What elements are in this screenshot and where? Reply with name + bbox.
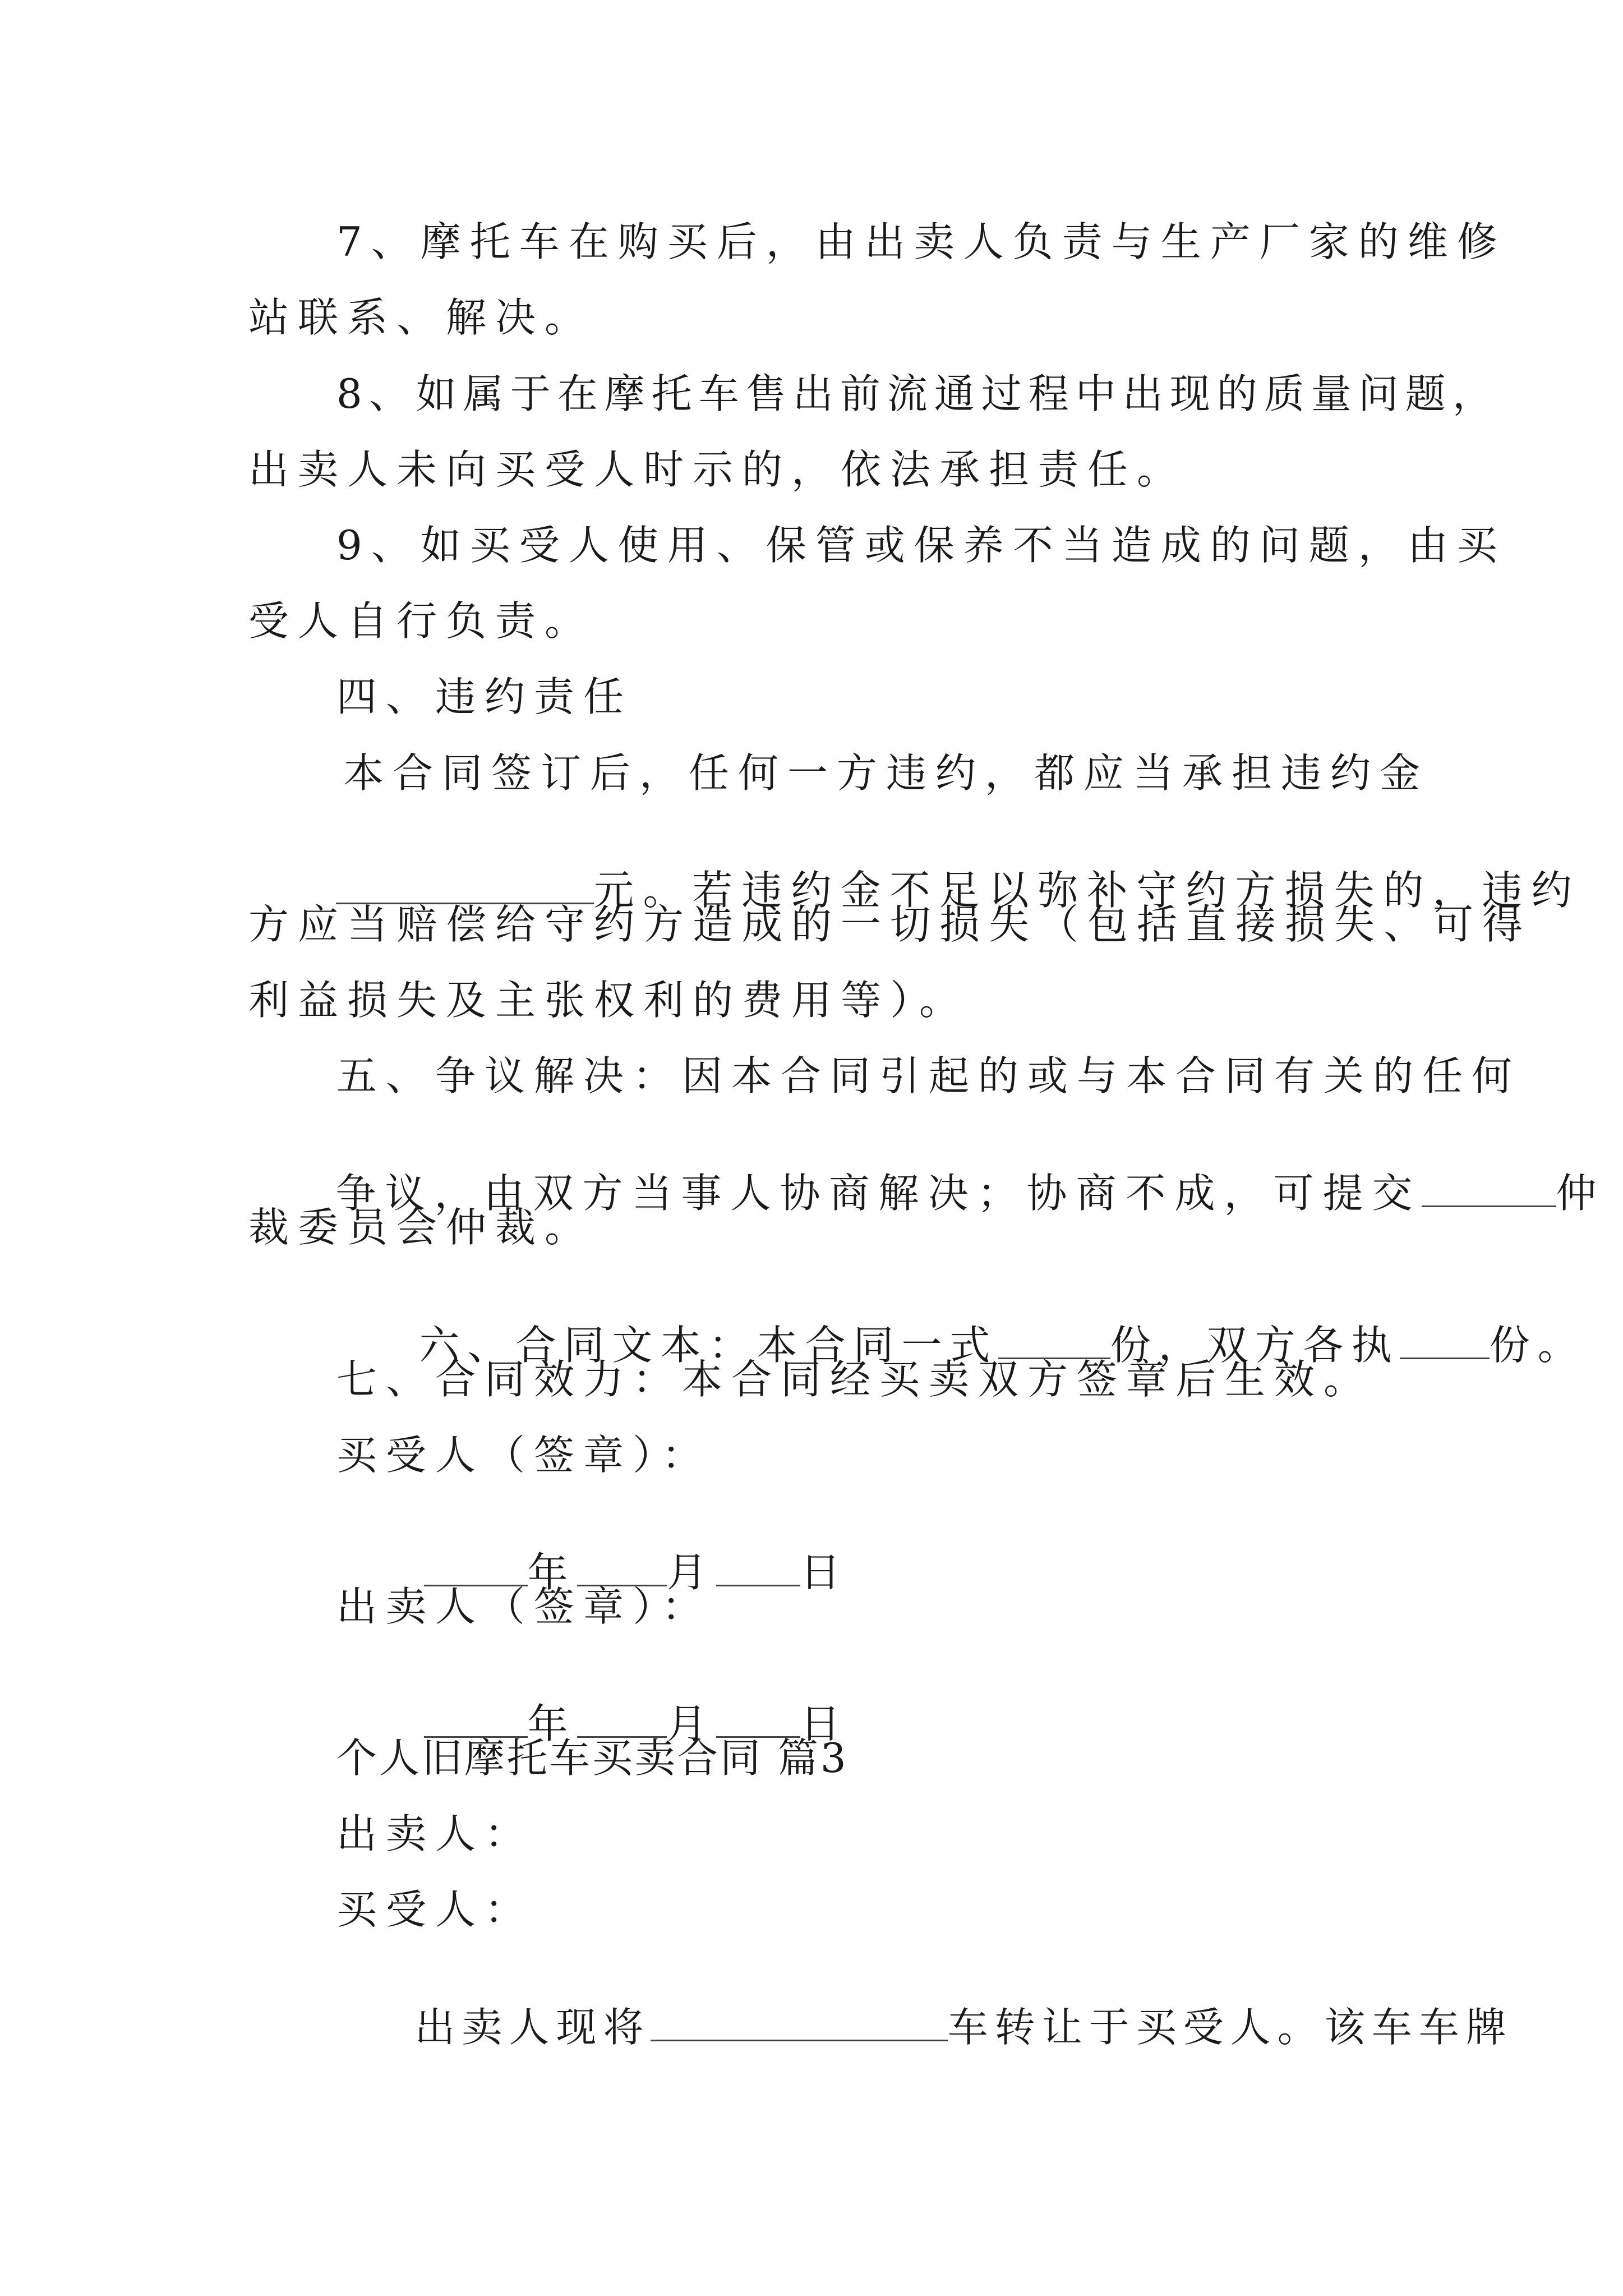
day-label: 日 xyxy=(800,1549,850,1596)
clause-7-line-2: 站联系、解决。 xyxy=(248,294,594,341)
year-blank xyxy=(424,1703,528,1738)
copies-text-2: 份，双方各执 xyxy=(1110,1322,1400,1369)
copies-each-blank xyxy=(1400,1324,1490,1359)
clause-9-line-1: 9、如买受人使用、保管或保养不当造成的问题，由买 xyxy=(336,522,1506,569)
day-blank xyxy=(716,1703,800,1738)
clause-8-line-1: 8、如属于在摩托车售出前流通过程中出现的质量问题， xyxy=(336,370,1500,417)
buyer-signature-label: 买受人（签章）： xyxy=(336,1432,712,1479)
year-label: 年 xyxy=(527,1549,577,1596)
breach-line-4: 利益损失及主张权利的费用等）。 xyxy=(248,977,969,1024)
breach-line-2-text: 元。若违约金不足以弥补守约方损失的，违约 xyxy=(593,867,1581,914)
vehicle-blank xyxy=(651,2006,948,2041)
breach-line-3: 方应当赔偿给守约方造成的一切损失（包括直接损失、可得 xyxy=(248,901,1532,948)
year-label: 年 xyxy=(527,1700,577,1747)
month-label: 月 xyxy=(666,1549,716,1596)
seller-signature-label: 出卖人（签章）： xyxy=(336,1583,712,1630)
month-blank xyxy=(577,1551,667,1586)
month-blank xyxy=(577,1703,667,1738)
dispute-line-1: 五、争议解决：因本合同引起的或与本合同有关的任何 xyxy=(336,1052,1521,1099)
copies-text-1: 六、合同文本：本合同一式 xyxy=(419,1322,998,1369)
contract-3-title: 个人旧摩托车买卖合同 篇3 xyxy=(336,1734,849,1782)
copies-text-3: 份。 xyxy=(1489,1322,1586,1369)
clause-7-line-1: 7、摩托车在购买后，由出卖人负责与生产厂家的维修 xyxy=(336,218,1506,265)
dispute-line-2-text: 争议，由双方当事人协商解决；协商不成，可提交 xyxy=(335,1170,1422,1217)
transfer-text-2: 车转让于买受人。该车车牌 xyxy=(947,2004,1513,2051)
breach-line-1: 本合同签订后，任何一方违约，都应当承担违约金 xyxy=(343,749,1430,797)
arbitration-blank xyxy=(1422,1172,1556,1207)
copies-total-blank xyxy=(998,1324,1110,1359)
buyer-label: 买受人： xyxy=(336,1886,534,1933)
effect-line: 七、合同效力：本合同经买卖双方签章后生效。 xyxy=(336,1356,1373,1403)
clause-9-line-2: 受人自行负责。 xyxy=(248,597,594,645)
day-blank xyxy=(716,1551,800,1586)
year-blank xyxy=(424,1551,528,1586)
transfer-text-1: 出卖人现将 xyxy=(414,2004,651,2051)
seller-label: 出卖人： xyxy=(336,1810,534,1857)
transfer-line xyxy=(336,1966,1513,2088)
month-label: 月 xyxy=(666,1700,716,1747)
dispute-line-3: 裁委员会仲裁。 xyxy=(248,1204,594,1251)
penalty-amount-blank xyxy=(336,869,594,904)
day-label: 日 xyxy=(800,1700,850,1747)
clause-8-line-2: 出卖人未向买受人时示的，依法承担责任。 xyxy=(248,446,1187,493)
section-heading-breach: 四、违约责任 xyxy=(336,673,633,720)
dispute-line-2-end: 仲 xyxy=(1556,1170,1606,1217)
